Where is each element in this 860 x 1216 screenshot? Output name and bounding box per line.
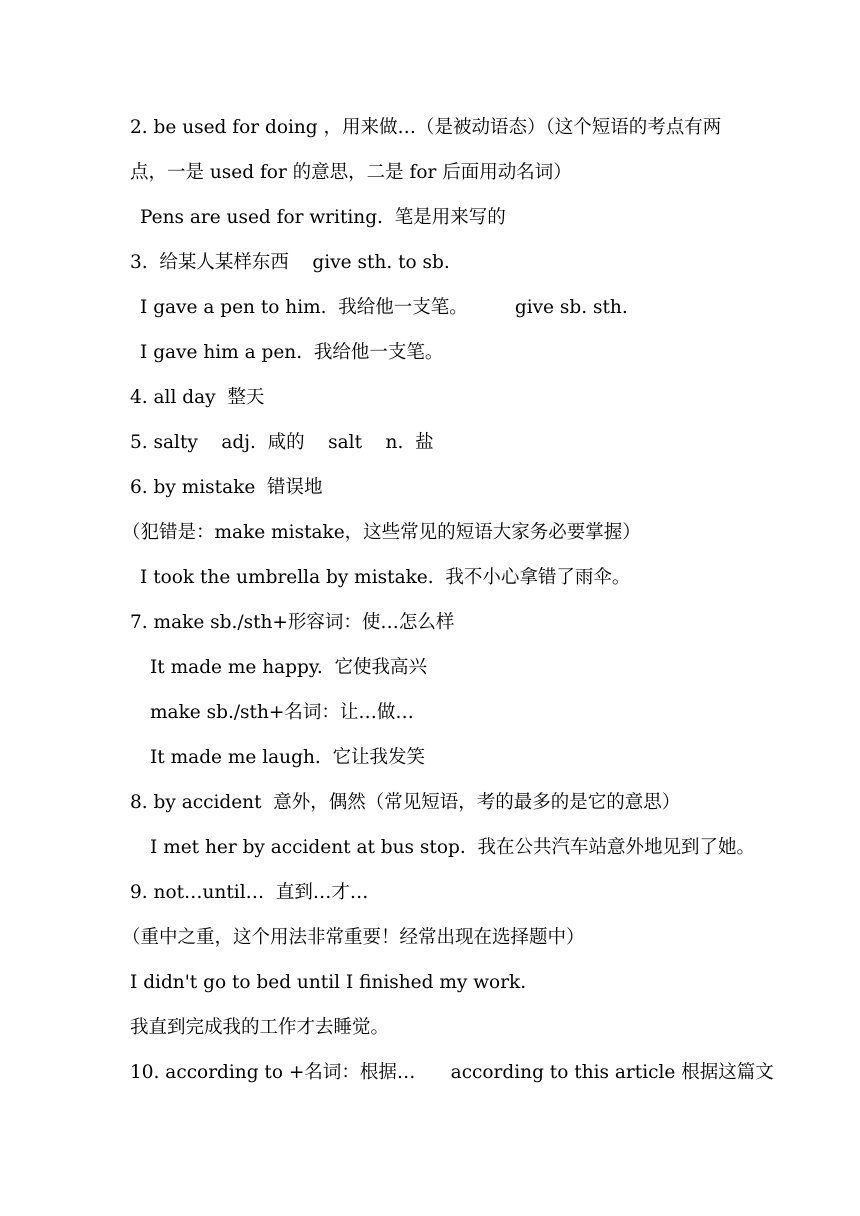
item-3-heading: 3. 给某人某样东西 give sth. to sb. <box>130 252 450 273</box>
item-7-example-1: It made me happy. 它使我高兴 <box>150 657 428 678</box>
item-8-heading: 8. by accident 意外，偶然（常见短语，考的最多的是它的意思） <box>130 792 681 813</box>
item-7-example-2: It made me laugh. 它让我发笑 <box>150 747 425 768</box>
item-5-heading: 5. salty adj. 咸的 salt n. 盐 <box>130 432 434 453</box>
item-6-example: I took the umbrella by mistake. 我不小心拿错了雨伞。 <box>140 567 631 588</box>
item-7-heading: 7. make sb./sth+形容词：使…怎么样 <box>130 612 455 633</box>
item-7-subheading: make sb./sth+名词：让…做… <box>150 702 414 723</box>
item-9-translation: 我直到完成我的工作才去睡觉。 <box>130 1017 390 1038</box>
item-8-example: I met her by accident at bus stop. 我在公共汽车站意外地见到了她。 <box>150 837 755 858</box>
item-6-heading: 6. by mistake 错误地 <box>130 477 323 498</box>
item-2-note: 点，一是 used for 的意思，二是 for 后面用动名词） <box>130 162 572 183</box>
item-9-heading: 9. not…until… 直到…才… <box>130 882 369 903</box>
item-10-heading: 10. according to +名词：根据… according to this article 根据这篇文 <box>130 1062 774 1083</box>
item-6-note: （犯错是：make mistake，这些常见的短语大家务必要掌握） <box>122 522 641 543</box>
item-2-heading: 2. be used for doing ，用来做…（是被动语态）（这个短语的考点有两 <box>130 117 722 138</box>
item-9-note: （重中之重，这个用法非常重要！经常出现在选择题中） <box>122 927 585 948</box>
item-3-example-1: I gave a pen to him. 我给他一支笔。 give sb. sth. <box>140 297 628 318</box>
item-3-example-2: I gave him a pen. 我给他一支笔。 <box>140 342 444 363</box>
item-2-example: Pens are used for writing. 笔是用来写的 <box>140 207 506 228</box>
item-4-heading: 4. all day 整天 <box>130 387 265 408</box>
item-9-example: I didn't go to bed until I finished my work. <box>130 972 527 993</box>
